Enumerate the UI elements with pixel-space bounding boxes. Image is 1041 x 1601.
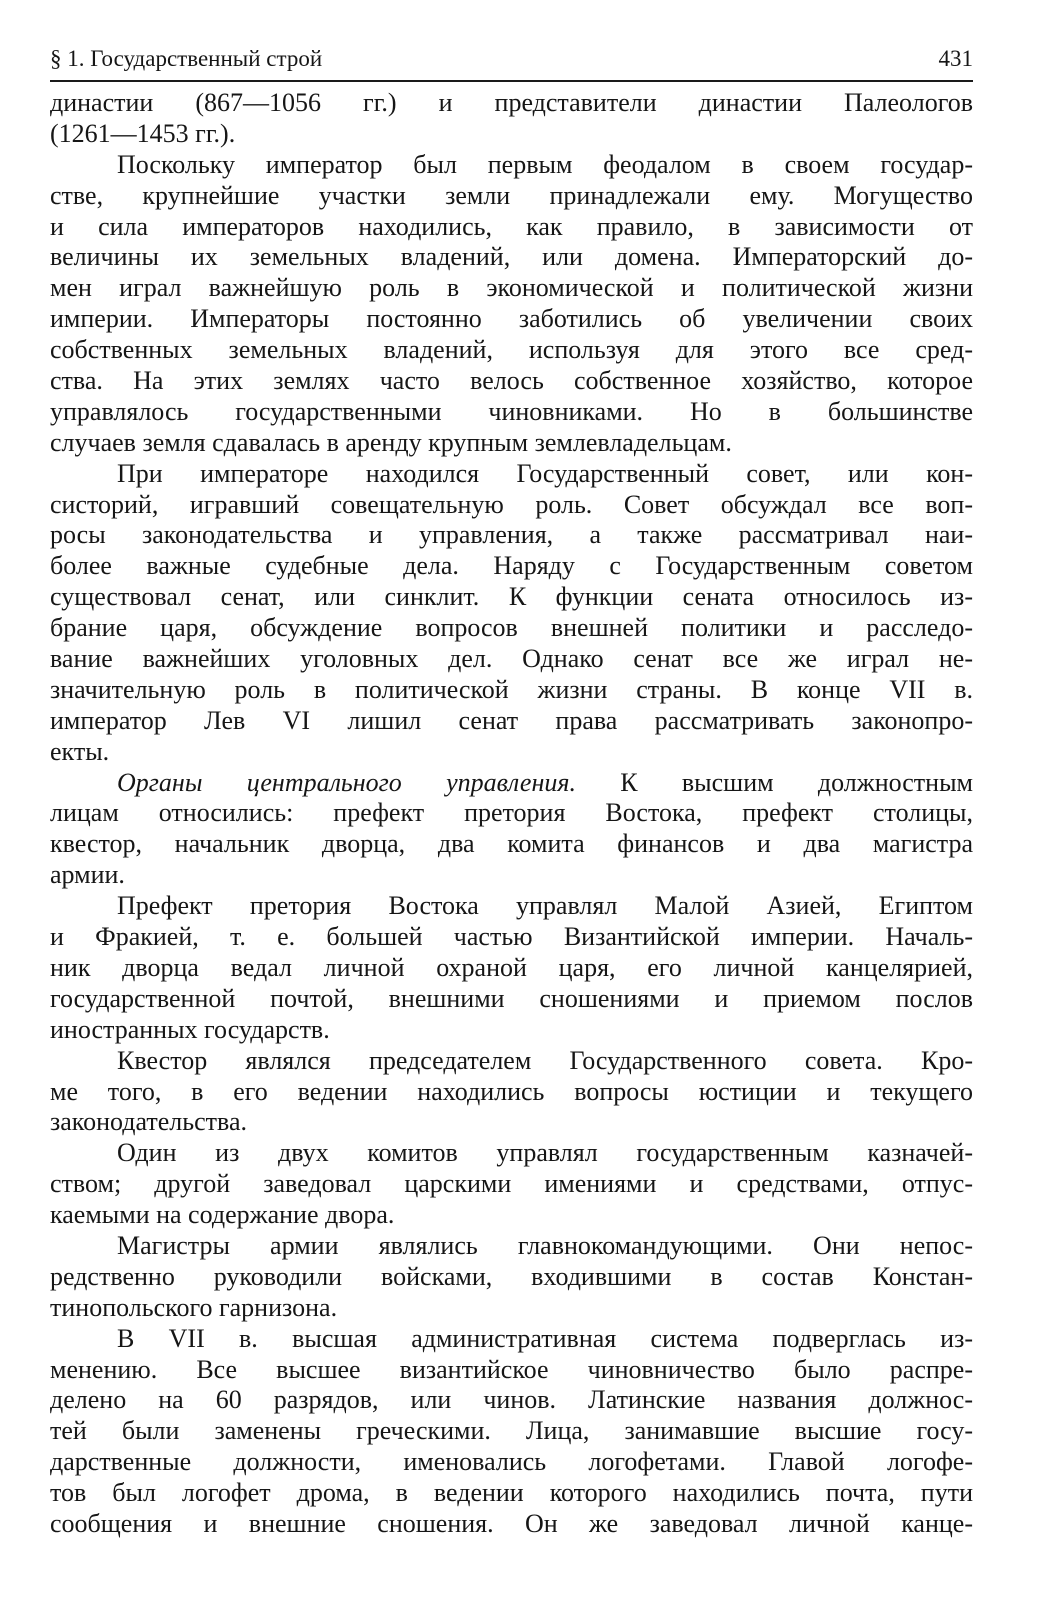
text-line: ник дворца ведал личной охраной царя, его личной канцелярией, xyxy=(50,952,973,982)
text-line: редственно руководили войсками, входившими в состав Констан- xyxy=(50,1261,973,1291)
text-line: управлялось государственными чиновниками. Но в большинстве xyxy=(50,396,973,426)
text-line: дарственные должности, именовались логофетами. Главой логофе- xyxy=(50,1447,973,1477)
text-line: собственных земельных владений, используя для этого все сред- xyxy=(50,335,973,365)
text-line: каемыми на содержание двора. xyxy=(50,1200,395,1230)
text-line: тей были заменены греческими. Лица, занимавшие высшие госу- xyxy=(50,1416,973,1446)
section-title: § 1. Государственный строй xyxy=(50,46,323,71)
text-line: император Лев VI лишил сенат права рассматривать законопро- xyxy=(50,705,973,735)
text-line: систорий, игравший совещательную роль. Совет обсуждал все воп- xyxy=(50,489,973,519)
text-line: ством; другой заведовал царскими имениями и средствами, отпус- xyxy=(50,1169,973,1199)
body-text xyxy=(50,88,973,1540)
text-line: государственной почтой, внешними сношениями и приемом послов xyxy=(50,983,973,1013)
text-line: законодательства. xyxy=(50,1107,247,1137)
text-line: династии (867—1056 гг.) и представители династии Палеологов xyxy=(50,88,973,117)
text-line: тов был логофет дрома, в ведении которого находились почта, пути xyxy=(50,1478,973,1508)
text-line: В VII в. высшая административная система подверглась из- xyxy=(117,1323,973,1353)
text-line: тинопольского гарнизона. xyxy=(50,1292,338,1322)
text-line: и Фракией, т. е. большей частью Византийской империи. Началь- xyxy=(50,922,973,952)
text-line: существовал сенат, или синклит. К функции сената относилось из- xyxy=(50,582,973,612)
text-line xyxy=(50,768,973,799)
text-line: иностранных государств. xyxy=(50,1014,330,1044)
text-line: Поскольку император был первым феодалом в своем государ- xyxy=(117,149,973,179)
text-line: (1261—1453 гг.). xyxy=(50,118,236,148)
text-line: мен играл важнейшую роль в экономической и политической жизни xyxy=(50,273,973,303)
text-line: империи. Императоры постоянно заботились об увеличении своих xyxy=(50,304,973,334)
text-line: менению. Все высшее византийское чиновничество было распре- xyxy=(50,1354,973,1384)
text-line: более важные судебные дела. Наряду с Государственным советом xyxy=(50,551,973,581)
text-line: екты. xyxy=(50,736,110,766)
text-line: сообщения и внешние сношения. Он же заведовал личной канце- xyxy=(50,1508,973,1538)
text-line: Квестор являлся председателем Государственного совета. Кро- xyxy=(117,1045,973,1075)
text-line: и сила императоров находились, как правило, в зависимости от xyxy=(50,211,973,241)
text-line: Префект претория Востока управлял Малой Азией, Египтом xyxy=(117,891,973,921)
text-line: росы законодательства и управления, а также рассматривал наи- xyxy=(50,520,973,550)
italic-heading: Органы центрального управления. xyxy=(117,767,576,797)
text-line: Один из двух комитов управлял государственным казначей- xyxy=(117,1138,973,1168)
text-line: армии. xyxy=(50,860,125,890)
text-line: брание царя, обсуждение вопросов внешней политики и расследо- xyxy=(50,613,973,643)
text-line: квестор, начальник дворца, два комита финансов и два магистра xyxy=(50,829,973,859)
text-line: случаев земля сдавалась в аренду крупным землевладельцам. xyxy=(50,427,732,457)
text-line: вание важнейших уголовных дел. Однако сенат все же играл не- xyxy=(50,644,973,674)
text-line: ства. На этих землях часто велось собственное хозяйство, которое xyxy=(50,366,973,396)
page-number: 431 xyxy=(938,46,973,71)
text-line: ме того, в его ведении находились вопросы юстиции и текущего xyxy=(50,1076,973,1106)
running-header xyxy=(50,44,973,82)
text-line: значительную роль в политической жизни страны. В конце VII в. xyxy=(50,674,973,704)
text-line: Магистры армии являлись главнокомандующими. Они непос- xyxy=(117,1230,973,1260)
text-line-rest: К высшим должностным xyxy=(575,767,974,797)
text-line: стве, крупнейшие участки земли принадлежали ему. Могущество xyxy=(50,180,973,210)
text-line: лицам относились: префект претория Востока, префект столицы, xyxy=(50,798,973,828)
text-line: делено на 60 разрядов, или чинов. Латинские названия должнос- xyxy=(50,1385,973,1415)
text-line: При императоре находился Государственный совет, или кон- xyxy=(117,458,973,488)
text-line: величины их земельных владений, или домена. Императорский до- xyxy=(50,242,973,272)
